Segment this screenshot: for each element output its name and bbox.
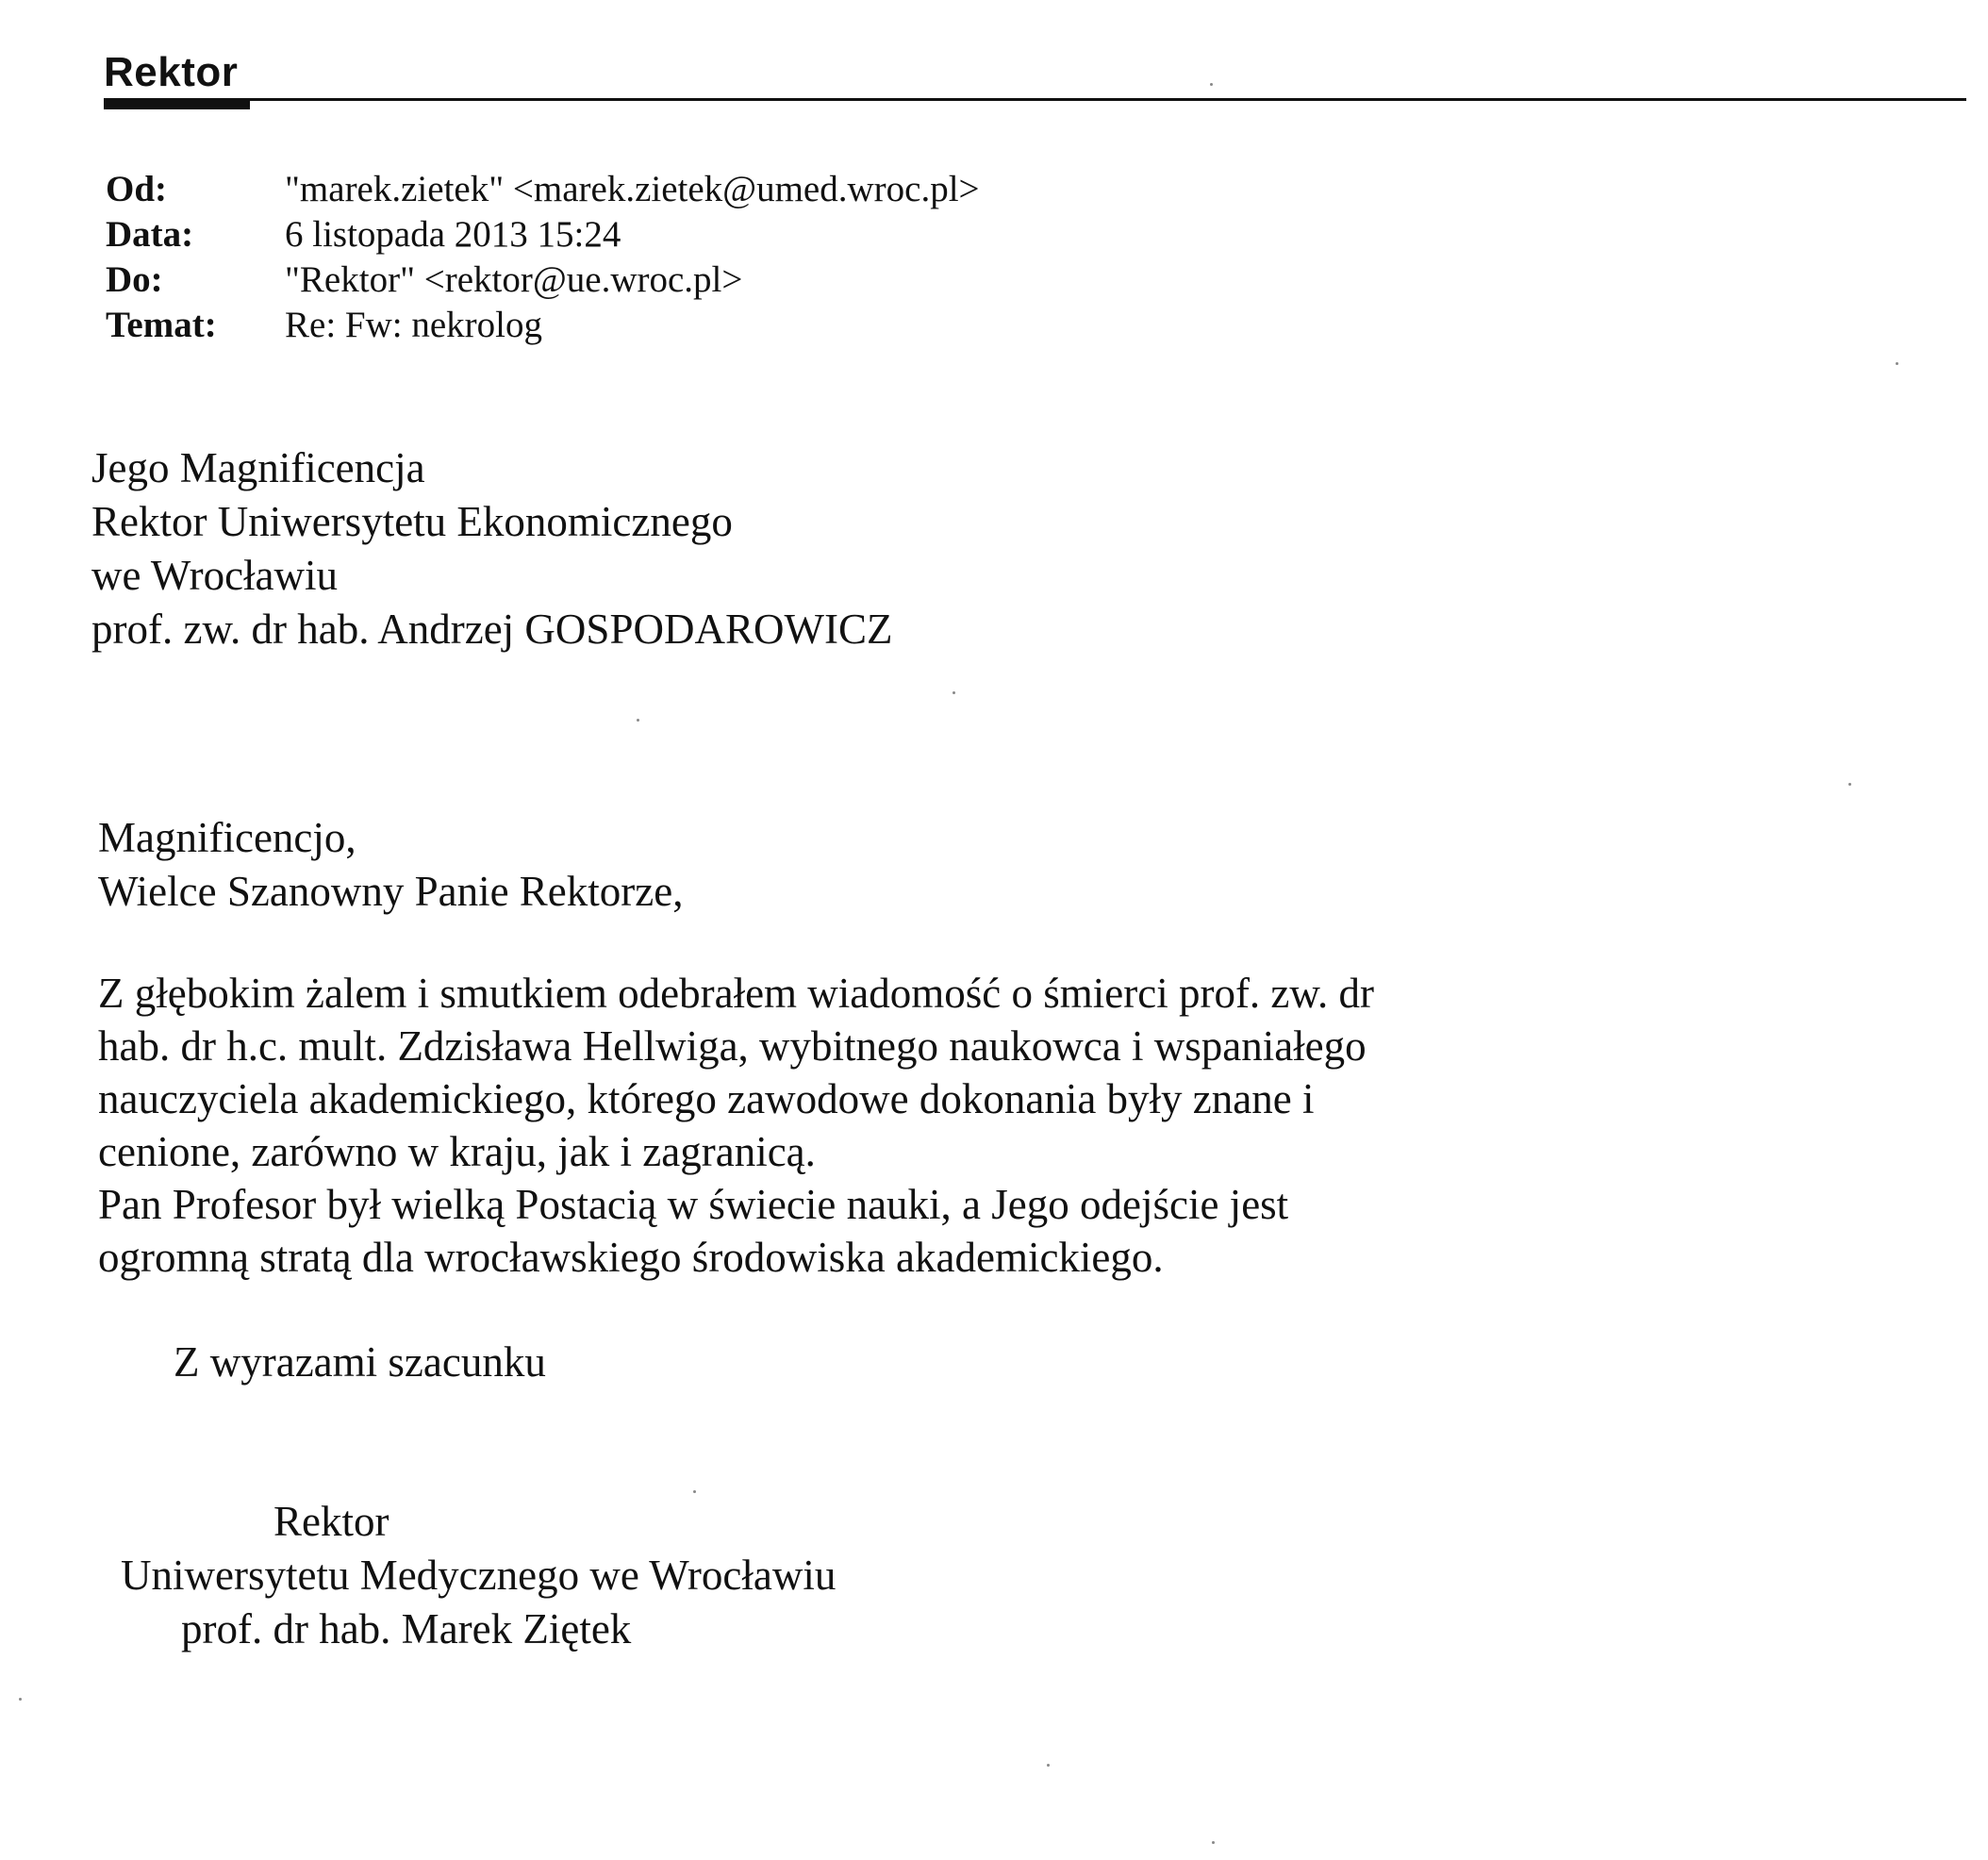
- scan-speck: [693, 1490, 696, 1493]
- addressee-line: Jego Magnificencja: [91, 444, 425, 491]
- scan-speck: [637, 719, 639, 722]
- signature-line: Rektor: [273, 1498, 389, 1545]
- body-line: Z głębokim żalem i smutkiem odebrałem wiadomość o śmierci prof. zw. dr: [98, 970, 1374, 1017]
- body-line: Pan Profesor był wielką Postacią w świecie nauki, a Jego odejście jest: [98, 1181, 1289, 1228]
- scan-speck: [1047, 1764, 1050, 1767]
- greeting-block: [98, 811, 683, 919]
- addressee-line: Rektor Uniwersytetu Ekonomicznego: [91, 498, 733, 545]
- body-line: hab. dr h.c. mult. Zdzisława Hellwiga, wybitnego naukowca i wspaniałego: [98, 1022, 1367, 1070]
- addressee-line: prof. zw. dr hab. Andrzej GOSPODAROWICZ: [91, 606, 893, 653]
- scan-speck: [1210, 83, 1213, 86]
- addressee-line: we Wrocławiu: [91, 552, 339, 599]
- subject-row: [106, 304, 980, 349]
- subject-value: Re: Fw: nekrolog: [285, 305, 542, 345]
- body-line: nauczyciela akademickiego, którego zawodowe dokonania były znane i: [98, 1075, 1315, 1122]
- header-rule-accent: [104, 101, 250, 109]
- greeting-line: Magnificencjo,: [98, 814, 356, 861]
- header-rule: [104, 98, 1966, 101]
- signature-line: prof. dr hab. Marek Ziętek: [181, 1605, 632, 1652]
- scan-speck: [1896, 362, 1898, 365]
- date-label: Data:: [106, 214, 194, 255]
- scan-speck: [1212, 1841, 1215, 1844]
- mailbox-title: Rektor: [104, 49, 239, 95]
- date-row: [106, 213, 980, 258]
- from-label: Od:: [106, 169, 168, 209]
- addressee-block: [91, 441, 892, 656]
- subject-label: Temat:: [106, 305, 217, 345]
- scan-speck: [19, 1698, 22, 1701]
- closing-phrase: Z wyrazami szacunku: [174, 1338, 546, 1386]
- body-line: ogromną stratą dla wrocławskiego środowiska akademickiego.: [98, 1234, 1164, 1281]
- to-label: Do:: [106, 259, 163, 300]
- signature-line: Uniwersytetu Medycznego we Wrocławiu: [121, 1552, 837, 1599]
- body-line: cenione, zarówno w kraju, jak i zagranicą.: [98, 1128, 816, 1175]
- to-row: [106, 258, 980, 304]
- from-value: "marek.zietek" <marek.zietek@umed.wroc.pl>: [285, 169, 980, 209]
- email-header: [106, 168, 980, 349]
- from-row: [106, 168, 980, 213]
- signature-block: [121, 1495, 836, 1656]
- date-value: 6 listopada 2013 15:24: [285, 214, 621, 255]
- to-value: "Rektor" <rektor@ue.wroc.pl>: [285, 259, 743, 300]
- scan-speck: [953, 691, 955, 694]
- scan-speck: [1848, 783, 1851, 786]
- letter-body: [98, 967, 1607, 1284]
- greeting-line: Wielce Szanowny Panie Rektorze,: [98, 868, 684, 915]
